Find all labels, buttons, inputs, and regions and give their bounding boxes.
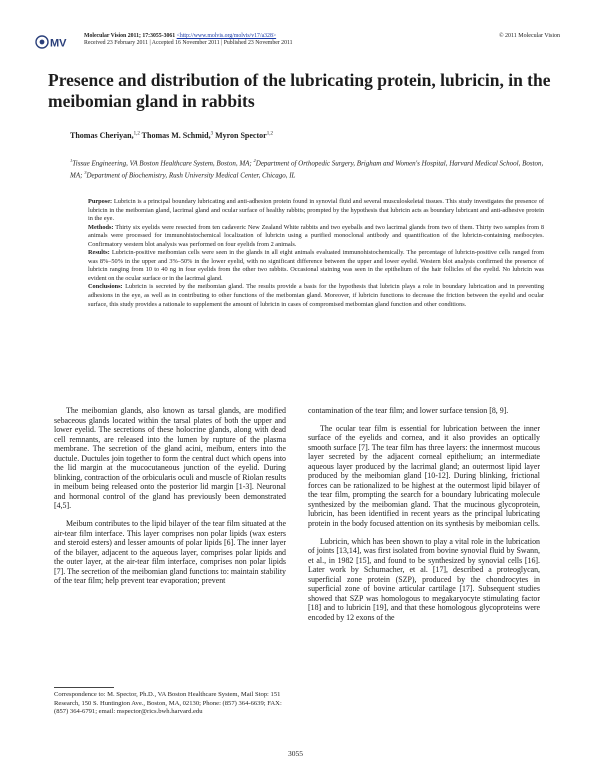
author-list bbox=[70, 131, 273, 140]
journal-header bbox=[84, 33, 293, 48]
affiliation-mark: 1 bbox=[70, 158, 73, 163]
abstract bbox=[88, 198, 544, 309]
copyright: © 2011 Molecular Vision bbox=[498, 33, 560, 39]
affiliation-mark: 2 bbox=[253, 158, 256, 163]
abstract-text: Thirty six eyelids were resected from ten cadaveric New Zealand White rabbits and two eyeballs and two lacrimal glands from two of them. Thirty two samples from 8 animals were processed for immunohistochemical localization of lubricin using a purified monoclonal antibody and quantification of the lubricin-containing meibocytes. Confirmatory western blot analysis was performed on four eyelids from 2 animals. bbox=[88, 223, 544, 248]
footnote-divider bbox=[54, 687, 114, 688]
right-column bbox=[308, 406, 540, 622]
affiliation-mark: 3 bbox=[84, 170, 87, 176]
body-paragraph: The ocular tear film is essential for lubrication between the inner surface of the eyelids and cornea, and it also provides an optically smooth surface [7]. The tear film has three layers: the innermost mucous layer secreted by the adjacent corneal epithelium; an intermediate aqueous layer produced by the lacrimal gland; an outermost lipid layer produced by the meibomian gland [10-12]. During blinking, frictional forces can be rationalized to be highest at the outermost lipid bilayer of the tear film, prompting the search for a boundary lubricating molecule synthesized by the meibomian gland. That the mucinous glycoprotein, lubricin, has been identified in recent years as the principal lubricating protein in the body focused attention on its synthesis by meibomian cells. bbox=[308, 423, 540, 529]
article-dates: Received 23 February 2011 | Accepted 16 November 2011 | Published 23 November 2011 bbox=[84, 40, 293, 47]
author-name: Thomas Cheriyan, bbox=[70, 131, 134, 140]
author-affiliation-mark: 1,2 bbox=[266, 131, 273, 137]
journal-citation: Molecular Vision 2011; 17:3055-3061 bbox=[84, 33, 176, 39]
author-affiliation-mark: 3 bbox=[210, 131, 214, 137]
molecular-vision-logo bbox=[34, 34, 90, 50]
section-label: Purpose: bbox=[88, 198, 113, 205]
abstract-results bbox=[88, 249, 544, 283]
abstract-purpose bbox=[88, 198, 544, 224]
author-name: Myron Spector bbox=[215, 131, 267, 140]
affiliation: Department of Biochemistry, Rush University Medical Center, Chicago, IL bbox=[86, 171, 296, 180]
page-number: 3055 bbox=[288, 749, 303, 758]
affiliation: Tissue Engineering, VA Boston Healthcare System, Boston, MA; bbox=[72, 159, 252, 168]
abstract-text: Lubricin-positive meibomian cells were seen in the glands in all eight animals evaluated immunohistochemically. The percentage of lubricin-positive cells ranged from was 8%–50% in the upper and 3%–50% in the lower eyelid, with no significant difference between the upper and lower eyelid. Western blot analysis confirmed the presence of lubricin ranging from 10 to 40 ng in four eyelids from the other two rabbits. Occasional staining was seen in the epithelium of the hair follicles of the eyelid. No lubricin was evident on the ocular surface or in the lacrimal gland. bbox=[88, 249, 545, 282]
article-url-link[interactable]: <http://www.molvis.org/molvis/v17/a328> bbox=[176, 33, 277, 39]
abstract-methods bbox=[88, 224, 544, 250]
author-affiliation-mark: 1,2 bbox=[133, 131, 140, 137]
abstract-text: Lubricin is a principal boundary lubricating and anti-adhesion protein found in synovial fluid and several musculoskeletal tissues. This study investigates the presence of lubricin in the meibomian gland, lacrimal gland and ocular surface of healthy rabbits; prompted by the hypothesis that lubricin acts as boundary lubricant and anti-adhesive protein in the eye. bbox=[88, 198, 544, 223]
section-label: Methods: bbox=[88, 223, 114, 231]
body-paragraph: Meibum contributes to the lipid bilayer of the tear film situated at the air-tear film interface. This layer comprises non polar lipids (wax esters and steroid esters) and lesser amounts of polar lipids [6]. The inner layer of the bilayer, adjacent to the aqueous layer, comprises polar lipids and the outer layer, at the air-tear film interface, comprises non polar lipids [7]. The secretion of the meibomian gland functions to: maintain stability of the tear film; help prevent tear evaporation; prevent bbox=[54, 519, 286, 586]
affiliation: Department of Orthopedic Surgery, Brigham and Women's Hospital, Harvard Medical School, Boston, MA; bbox=[70, 159, 544, 180]
article-title: Presence and distribution of the lubricating protein, lubricin, in the meibomian gland in rabbits bbox=[48, 70, 551, 111]
author-name: Thomas M. Schmid, bbox=[141, 131, 211, 140]
body-paragraph: contamination of the tear film; and lower surface tension [8, 9]. bbox=[308, 406, 509, 415]
correspondence-note: Correspondence to: M. Spector, Ph.D., VA Boston Healthcare System, Mail Stop: 151 Research, 150 S. Huntington Ave., Boston, MA, 02130; Phone: (857) 364-6639; FAX: (857) 364-6791; email: mspector@rics.bwh.harvard.edu bbox=[54, 691, 282, 715]
body-paragraph: The meibomian glands, also known as tarsal glands, are modified sebaceous glands located within the tarsal plates of both the upper and lower eyelid. The secretions of these holocrine glands, along with dead cell remnants, are released into the lumen by rupture of the plasma membrane. The secretion of the gland acini, meibum, enters into the ductule. Ductules join together to form the central duct which opens into the lid margin at the mucocutaneous junction of the eyelid. During blinking, contraction of the orbicularis oculi and muscle of Riolan results in meibum being released onto the posterior lid margin [1-3]. Neuronal and hormonal control of the gland has previously been demonstrated [4,5]. bbox=[54, 406, 286, 511]
abstract-conclusions bbox=[88, 283, 544, 309]
left-column bbox=[54, 406, 286, 586]
section-label: Conclusions: bbox=[88, 283, 123, 291]
section-label: Results: bbox=[88, 249, 110, 257]
affiliations bbox=[70, 156, 550, 181]
body-paragraph: Lubricin, which has been shown to play a vital role in the lubrication of joints [13,14], was first isolated from bovine synovial fluid by Swann, et al., in 1982 [15], and found to be synthesized by synovial cells [16]. Later work by Schumacher, et al. [17], described a proteoglycan, superficial zone protein (SZP), produced by the chondrocytes in superficial zone of bovine articular cartilage [17]. Subsequent studies showed that SZP was homologous to megakaryocyte stimulating factor [18] and to lubricin [19], and that these homologous glycoproteins were encoded by 12 exons of the bbox=[308, 536, 540, 622]
logo-text: MV bbox=[50, 37, 67, 50]
abstract-text: Lubricin is secreted by the meibomian gland. The results provide a basis for the hypothesis that lubricin plays a role in boundary lubrication and in preventing adhesions in the eye, as well as in contributing to other functions of the meibomian gland. Moreover, if lubricin functions to decrease the friction between the eyelid and ocular surface, this study provides a rationale to supplement the amount of lubricin in cases of compromised meibomian gland function and other conditions. bbox=[88, 283, 544, 308]
